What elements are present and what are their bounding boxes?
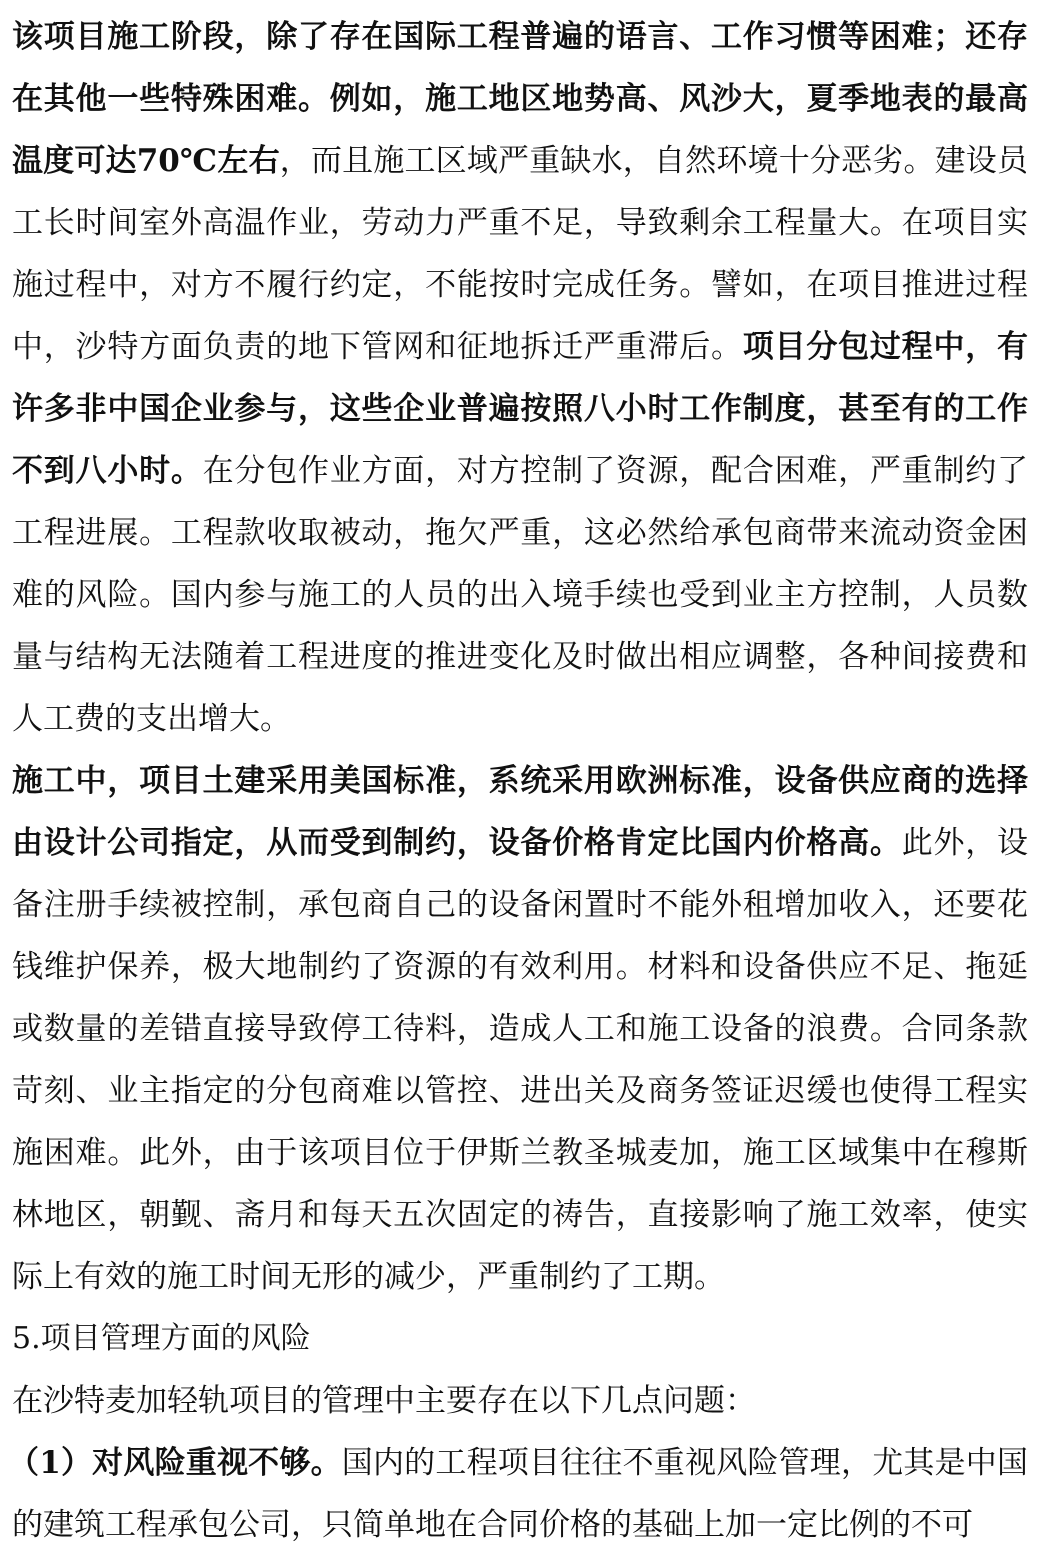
list-item-title: （1）对风险重视不够。 [8,1445,342,1481]
bold-text: 该项目施工阶段，除了存在国际工程普遍的语言、工作习惯等困难；还存在其他一些特殊困难。例如，施工地区地势高、风沙大，夏季地表的最高温度可达70℃左右 [12,19,1028,179]
body-text: 国内的工程项目往往不重视风险管理，尤其是中国的建筑工程承包公司，只简单地在合同价格的基础上加一定比例的不可 [12,1445,1028,1543]
body-text: 此外，设备注册手续被控制，承包商自己的设备闲置时不能外租增加收入，还要花钱维护保养，极大地制约了资源的有效利用。材料和设备供应不足、拖延或数量的差错直接导致停工待料，造成人工和施工设备的浪费。合同条款苛刻、业主指定的分包商难以管控、进出关及商务签证迟缓也使得工程实施困难。此外，由于该项目位于伊斯兰教圣城麦加，施工区域集中在穆斯林地区，朝觐、斋月和每天五次固定的祷告，直接影响了施工效率，使实际上有效的施工时间无形的减少，严重制约了工期。 [12,825,1029,1295]
body-text: ，而且施工区域严重缺水，自然环境十分恶劣。建设员工长时间室外高温作业，劳动力严重不足，导致剩余工程量大。在项目实施过程中，对方不履行约定，不能按时完成任务。譬如，在项目推进过程中，沙特方面负责的地下管网和征地拆迁严重滞后。 [12,143,1028,365]
intro-paragraph: 在沙特麦加轻轨项目的管理中主要存在以下几点问题： [12,1383,756,1419]
body-text: 在分包作业方面，对方控制了资源，配合困难，严重制约了工程进展。工程款收取被动，拖欠严重，这必然给承包商带来流动资金困难的风险。国内参与施工的人员的出入境手续也受到业主方控制，人员数量与结构无法随着工程进度的推进变化及时做出相应调整，各种间接费和人工费的支出增大。 [12,453,1029,737]
document-page [8,6,1029,1556]
section-heading: 5.项目管理方面的风险 [12,1321,311,1356]
list-item-1 [8,1432,1028,1556]
paragraph-standards-and-equipment [12,750,1028,1308]
bold-text: 施工中，项目土建采用美国标准，系统采用欧洲标准，设备供应商的选择由设计公司指定，从而受到制约，设备价格肯定比国内价格高。 [12,763,1028,861]
bold-text: 项目分包过程中，有许多非中国企业参与，这些企业普遍按照八小时工作制度，甚至有的工作不到八小时。 [12,329,1029,489]
paragraph-construction-difficulties [12,6,1028,750]
